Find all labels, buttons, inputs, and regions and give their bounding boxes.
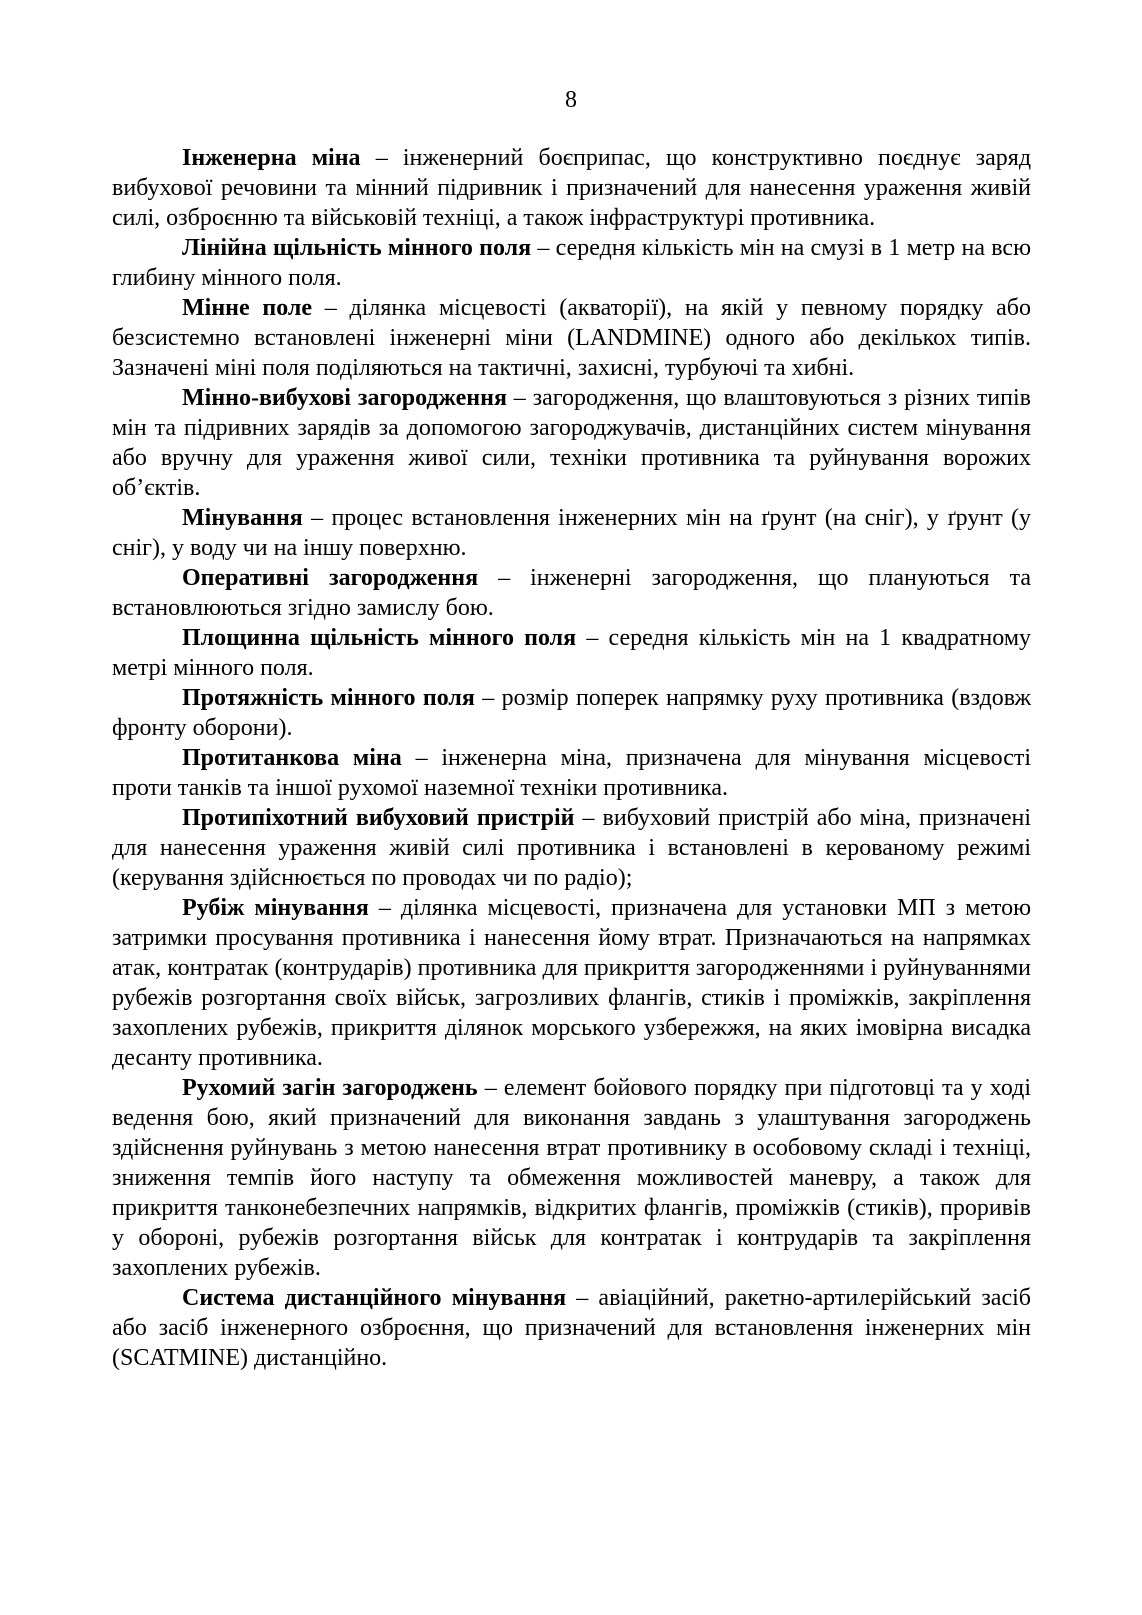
glossary-term: Площинна щільність мінного поля bbox=[182, 625, 577, 651]
glossary-paragraph bbox=[112, 1283, 1031, 1373]
glossary-term: Мінно-вибухові загородження bbox=[182, 385, 507, 411]
page-content bbox=[112, 143, 1031, 1373]
glossary-definition: процес встановлення інженерних мін на ґрунт (на сніг), у ґрунт (у сніг), у воду чи на іншу поверхню. bbox=[112, 505, 1032, 561]
glossary-term: Протипіхотний вибуховий пристрій bbox=[182, 805, 575, 831]
glossary-term: Інженерна міна bbox=[182, 145, 361, 171]
dash-separator: – bbox=[484, 1075, 497, 1101]
dash-separator: – bbox=[415, 745, 428, 771]
dash-separator: – bbox=[482, 685, 495, 711]
glossary-definition: розмір поперек напрямку руху противника (вздовж фронту оборони). bbox=[112, 685, 1032, 741]
glossary-term: Оперативні загородження bbox=[182, 565, 479, 591]
dash-separator: – bbox=[537, 235, 550, 261]
glossary-paragraph bbox=[112, 623, 1031, 683]
glossary-paragraph bbox=[112, 803, 1031, 893]
dash-separator: – bbox=[576, 1285, 589, 1311]
glossary-definition: вибуховий пристрій або міна, призначені для нанесення ураження живій силі противника і встановлені в керованому режимі (керування здійснюється по проводах чи по радіо); bbox=[112, 805, 1031, 891]
glossary-definition: інженерна міна, призначена для мінування місцевості проти танків та іншої рухомої наземної техніки противника. bbox=[112, 745, 1032, 801]
glossary-paragraph bbox=[112, 563, 1031, 623]
glossary-definition: загородження, що влаштовуються з різних типів мін та підривних зарядів за допомогою загороджувачів, дистанційних систем мінування або вручну для ураження живої сили, техніки противника та руйнування ворожих об’єктів. bbox=[112, 385, 1031, 501]
glossary-paragraph bbox=[112, 683, 1031, 743]
dash-separator: – bbox=[375, 145, 388, 171]
glossary-term: Мінування bbox=[182, 505, 303, 531]
glossary-definition: авіаційний, ракетно-артилерійський засіб або засіб інженерного озброєння, що призначений для встановлення інженерних мін (SCATMINE) дистанційно. bbox=[112, 1285, 1031, 1371]
glossary-term: Лінійна щільність мінного поля bbox=[182, 235, 532, 261]
glossary-definition: елемент бойового порядку при підготовці та у ході ведення бою, який призначений для виконання завдань з улаштування загороджень здійснення руйнувань з метою нанесення втрат противнику в особовому складі і техніці, зниження темпів його наступу та обмеження можливостей маневру, а також для прикриття танконебезпечних напрямків, відкритих флангів, проміжків (стиків), проривів у обороні, рубежів розгортання військ для контратак і контрударів та закріплення захоплених рубежів. bbox=[112, 1075, 1032, 1281]
dash-separator: – bbox=[498, 565, 511, 591]
glossary-paragraph bbox=[112, 293, 1031, 383]
glossary-term: Протитанкова міна bbox=[182, 745, 402, 771]
dash-separator: – bbox=[513, 385, 526, 411]
dash-separator: – bbox=[311, 505, 324, 531]
glossary-paragraph bbox=[112, 383, 1031, 503]
dash-separator: – bbox=[324, 295, 337, 321]
glossary-term: Рухомий загін загороджень bbox=[182, 1075, 478, 1101]
dash-separator: – bbox=[586, 625, 599, 651]
glossary-definition: інженерні загородження, що плануються та встановлюються згідно замислу бою. bbox=[112, 565, 1032, 621]
glossary-paragraph bbox=[112, 743, 1031, 803]
glossary-term: Протяжність мінного поля bbox=[182, 685, 475, 711]
glossary-definition: ділянка місцевості (акваторії), на якій у певному порядку або безсистемно встановлені інженерні міни (LANDMINE) одного або декількох типів. Зазначені міні поля поділяються на тактичні, захисні, турбуючі та хибні. bbox=[112, 295, 1031, 381]
glossary-term: Мінне поле bbox=[182, 295, 313, 321]
glossary-term: Рубіж мінування bbox=[182, 895, 369, 921]
dash-separator: – bbox=[378, 895, 391, 921]
glossary-paragraph bbox=[112, 893, 1031, 1073]
glossary-definition: ділянка місцевості, призначена для установки МП з метою затримки просування противника і нанесення йому втрат. Призначаються на напрямках атак, контратак (контрударів) противника для прикриття загородженнями і руйнуваннями рубежів розгортання своїх військ, загрозливих флангів, стиків і проміжків, закріплення захоплених рубежів, прикриття ділянок морського узбережжя, на яких імовірна висадка десанту противника. bbox=[112, 895, 1032, 1071]
glossary-paragraph bbox=[112, 503, 1031, 563]
glossary-paragraph bbox=[112, 233, 1031, 293]
glossary-definition: інженерний боєприпас, що конструктивно поєднує заряд вибухової речовини та мінний підривник і призначений для нанесення ураження живій силі, озброєнню та військовій техніці, а також інфраструктурі противника. bbox=[112, 145, 1032, 231]
dash-separator: – bbox=[582, 805, 595, 831]
glossary-paragraph bbox=[112, 1073, 1031, 1283]
page-number: 8 bbox=[565, 87, 577, 113]
glossary-definition: середня кількість мін на 1 квадратному метрі мінного поля. bbox=[112, 625, 1032, 681]
glossary-paragraph bbox=[112, 143, 1031, 233]
glossary-term: Система дистанційного мінування bbox=[182, 1285, 567, 1311]
glossary-definition: середня кількість мін на смузі в 1 метр на всю глибину мінного поля. bbox=[112, 235, 1032, 291]
